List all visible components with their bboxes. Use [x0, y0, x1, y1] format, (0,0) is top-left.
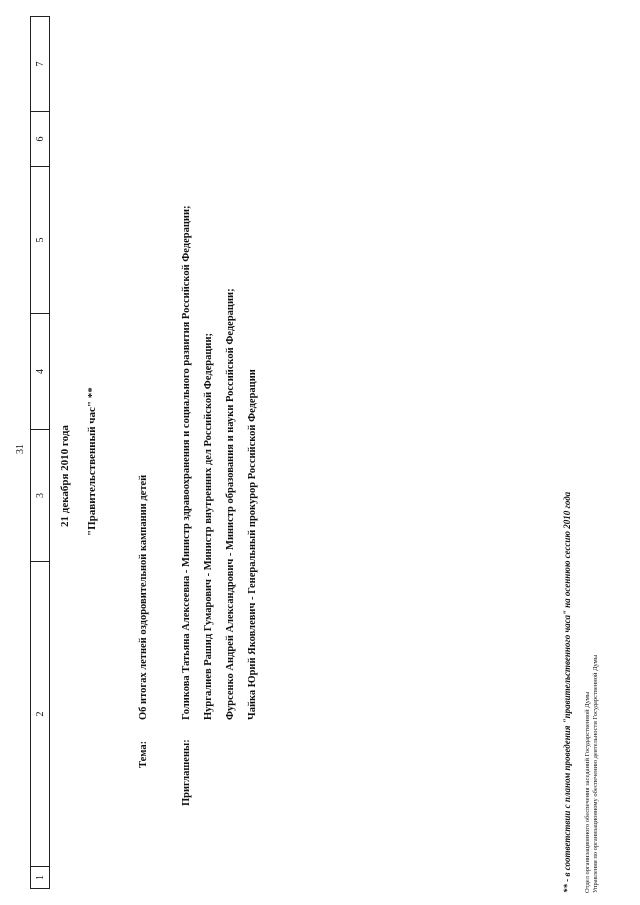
- footer-department-2: Управления по организационному обеспечению деятельности Государственной Думы: [592, 654, 599, 893]
- invited-label: Приглашены:: [181, 739, 192, 806]
- column-number-5: 5: [31, 166, 49, 313]
- session-event-title: "Правительственный час" **: [86, 387, 98, 536]
- column-number-1: 1: [31, 866, 49, 888]
- column-number-7: 7: [34, 61, 46, 67]
- footnote: ** - в соответствии с планом проведения "правительственного часа" на осеннюю сессию 2010 года: [562, 491, 572, 893]
- invitee-nurgaliev: Нургалиев Рашид Гумарович - Министр внутренних дел Российской Федерации;: [203, 332, 214, 720]
- topic-text: Об итогах летней оздоровительной кампании детей: [138, 474, 149, 720]
- invitee-golikova: Голикова Татьяна Алексеевна - Министр здравоохранения и социального развития Российской Федерации;: [181, 205, 192, 720]
- column-number-6: 6: [31, 111, 49, 166]
- invitee-chaika: Чайка Юрий Яковлевич - Генеральный прокурор Российской Федерации: [247, 369, 258, 720]
- invitee-fursenko: Фурсенко Андрей Александрович - Министр образования и науки Российской Федерации;: [225, 288, 236, 720]
- column-number-3: 3: [31, 429, 49, 561]
- column-number-header: [30, 16, 50, 889]
- footer-department-1: Отдел организационного обеспечения заседаний Государственной Думы: [584, 691, 591, 893]
- column-number-2: 2: [31, 561, 49, 866]
- column-number-4: 4: [31, 313, 49, 429]
- topic-label: Тема:: [138, 740, 149, 768]
- page-number: 31: [15, 444, 26, 454]
- session-date: 21 декабря 2010 года: [59, 425, 71, 527]
